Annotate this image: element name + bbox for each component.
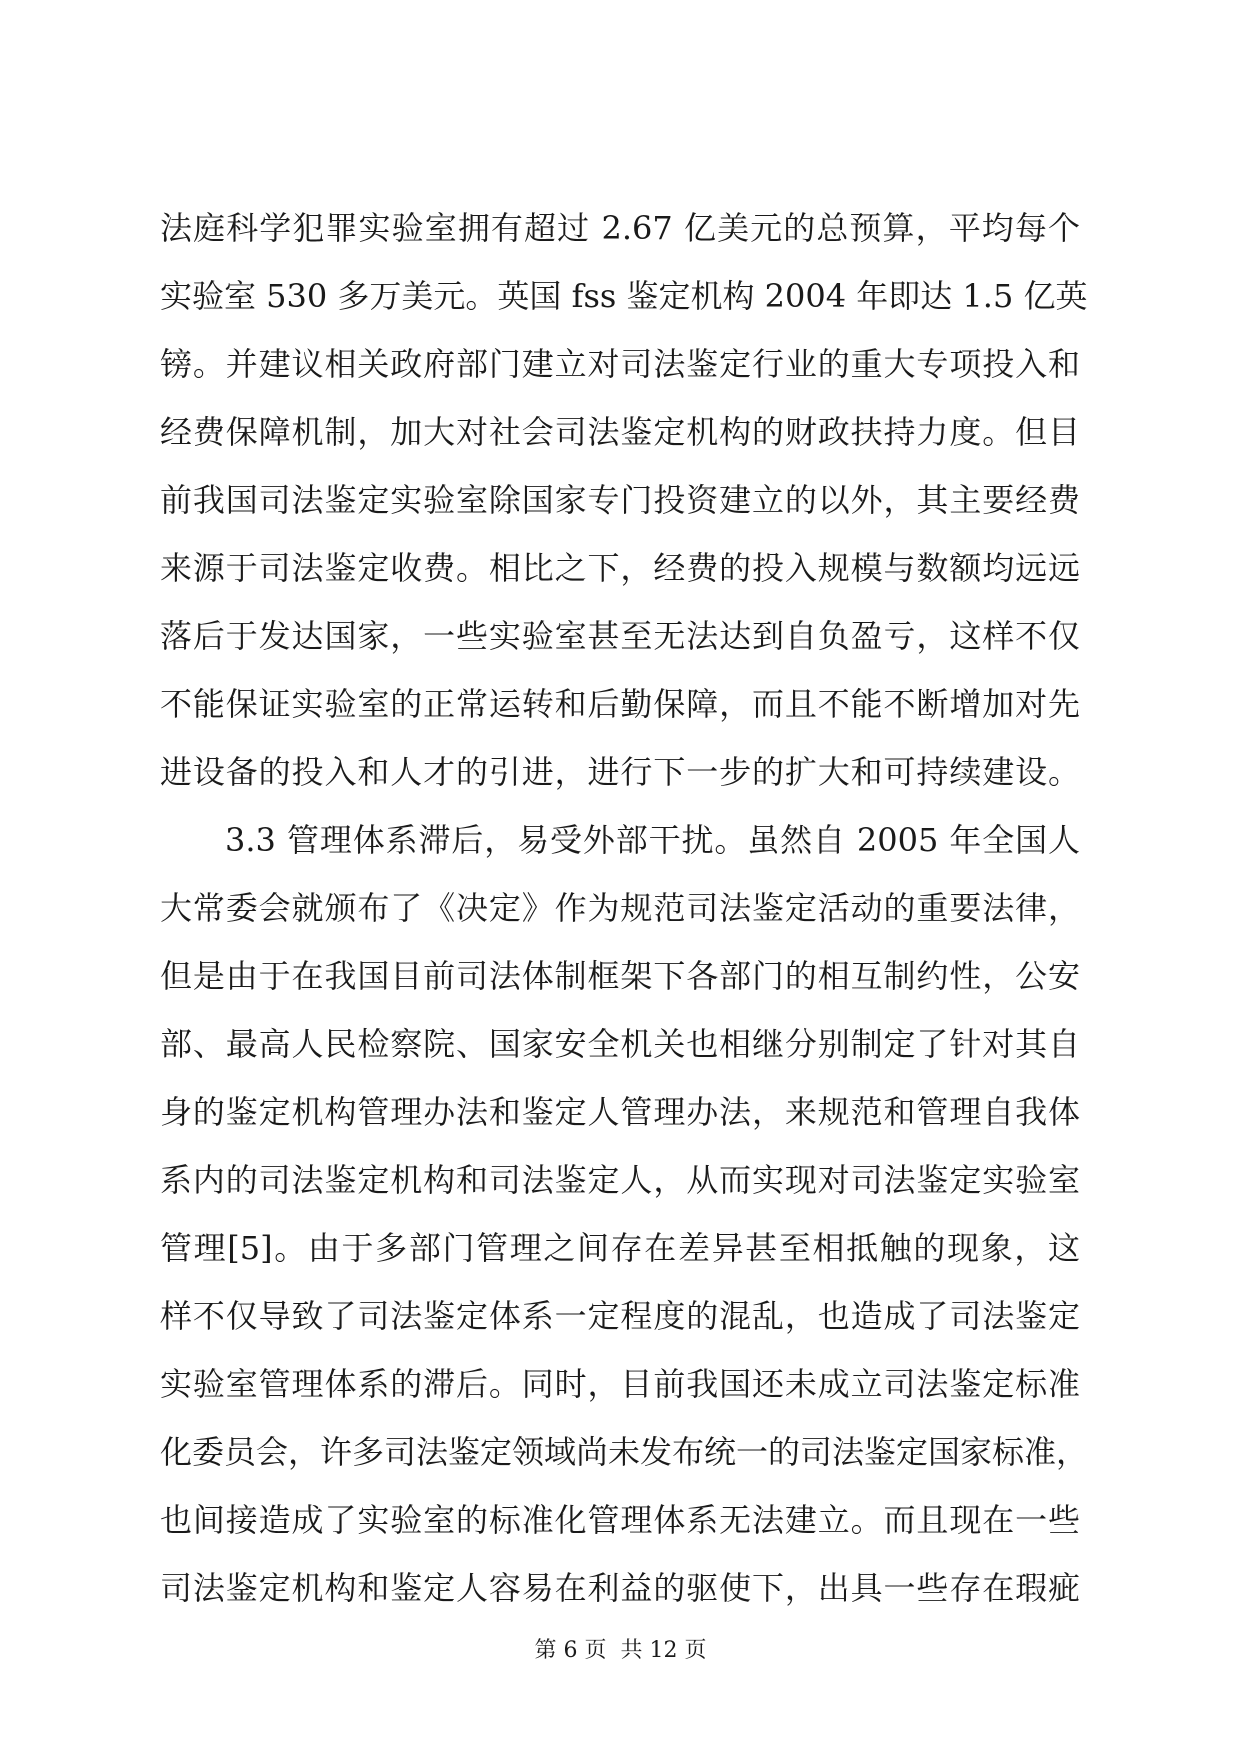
body-text-line: 实验室 530 多万美元。英国 fss 鉴定机构 2004 年即达 1.5 亿英 [160,277,1088,315]
body-text-line: 部、最高人民检察院、国家安全机关也相继分别制定了针对其自 [160,1025,1080,1063]
page-total: 共 12 页 [620,1638,707,1663]
body-text-line: 实验室管理体系的滞后。同时，目前我国还未成立司法鉴定标准 [160,1365,1080,1403]
page-number: 第 6 页 [534,1638,607,1663]
body-text-line: 来源于司法鉴定收费。相比之下，经费的投入规模与数额均远远 [160,549,1080,587]
section-heading-line: 3.3 管理体系滞后，易受外部干扰。虽然自 2005 年全国人 [225,821,1080,859]
body-text-line: 化委员会，许多司法鉴定领域尚未发布统一的司法鉴定国家标准， [160,1433,1089,1471]
body-text-line: 身的鉴定机构管理办法和鉴定人管理办法，来规范和管理自我体 [160,1093,1080,1131]
body-text-line: 前我国司法鉴定实验室除国家专门投资建立的以外，其主要经费 [160,481,1080,519]
body-text-line: 司法鉴定机构和鉴定人容易在利益的驱使下，出具一些存在瑕疵 [160,1569,1080,1607]
body-text-line: 大常委会就颁布了《决定》作为规范司法鉴定活动的重要法律， [160,889,1080,927]
body-text-line: 系内的司法鉴定机构和司法鉴定人，从而实现对司法鉴定实验室 [160,1161,1080,1199]
page-footer [0,1636,1241,1666]
body-text-line: 镑。并建议相关政府部门建立对司法鉴定行业的重大专项投入和 [160,345,1080,383]
body-text-line: 进设备的投入和人才的引进，进行下一步的扩大和可持续建设。 [160,753,1080,791]
body-text-line: 样不仅导致了司法鉴定体系一定程度的混乱，也造成了司法鉴定 [160,1297,1080,1335]
body-text-line: 也间接造成了实验室的标准化管理体系无法建立。而且现在一些 [160,1501,1080,1539]
body-text-line: 不能保证实验室的正常运转和后勤保障，而且不能不断增加对先 [160,685,1080,723]
body-text-line: 经费保障机制，加大对社会司法鉴定机构的财政扶持力度。但目 [160,413,1080,451]
body-text-line: 法庭科学犯罪实验室拥有超过 2.67 亿美元的总预算，平均每个 [160,209,1080,247]
body-text-line: 管理[5]。由于多部门管理之间存在差异甚至相抵触的现象，这 [160,1229,1080,1267]
body-text-line: 落后于发达国家，一些实验室甚至无法达到自负盈亏，这样不仅 [160,617,1080,655]
body-text-line: 但是由于在我国目前司法体制框架下各部门的相互制约性，公安 [160,957,1080,995]
